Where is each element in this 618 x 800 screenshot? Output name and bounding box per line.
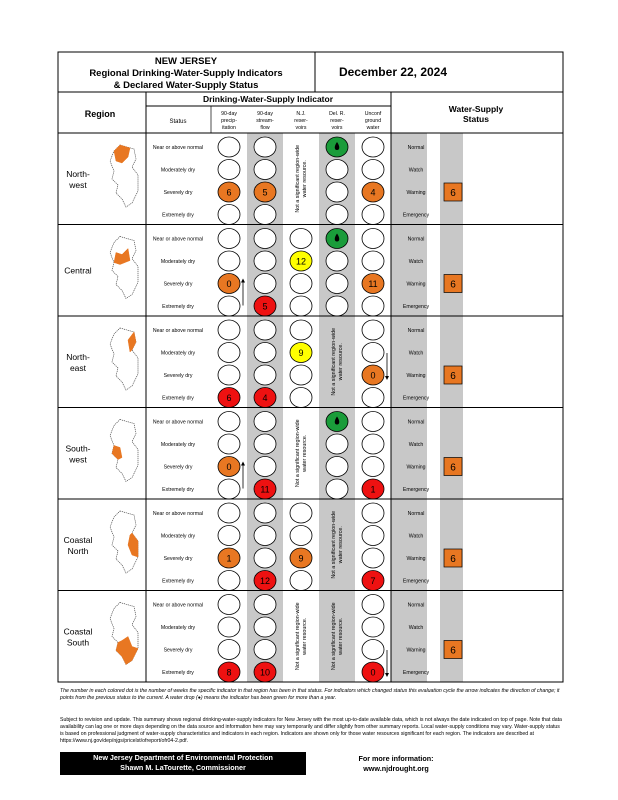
status-label: Near or above normal (152, 511, 204, 517)
indicator-weeks: 7 (370, 576, 376, 586)
region-block (58, 408, 563, 500)
gray-column-band (319, 499, 355, 591)
indicator-dot-empty (290, 503, 312, 523)
indicator-column-label: ground (364, 118, 382, 124)
indicator-column-label: stream- (256, 118, 274, 124)
indicator-weeks: 8 (226, 667, 232, 678)
indicator-dot-empty (254, 137, 276, 157)
indicator-dot-empty (362, 229, 384, 249)
indicator-dot-empty (362, 137, 384, 157)
ws-gray-band (440, 225, 463, 317)
ws-level-label: Normal (407, 145, 425, 151)
indicator-dot-empty (362, 526, 384, 546)
indicator-group-label: Drinking-Water-Supply Indicator (202, 94, 334, 104)
ws-status-weeks: 6 (450, 554, 456, 565)
indicator-dot-empty (254, 320, 276, 340)
indicator-column-label: 90-day (257, 111, 273, 117)
ws-status-weeks: 6 (450, 279, 456, 291)
ws-level-label: Watch (408, 442, 424, 448)
status-label: Extremely dry (162, 395, 194, 402)
ws-gray-band (440, 591, 463, 683)
region-block (58, 225, 563, 317)
agency-name: New Jersey Department of Environmental Protection (93, 753, 273, 762)
indicator-dot-empty (290, 320, 312, 340)
indicator-dot-empty (290, 388, 312, 408)
ws-level-label: Warning (406, 190, 426, 196)
region-name: Coastal (63, 534, 93, 545)
region-name: east (69, 362, 87, 373)
ws-level-label: Warning (406, 556, 426, 562)
ws-level-label: Emergency (402, 578, 430, 585)
status-label: Extremely dry (162, 212, 194, 219)
ws-status-weeks: 6 (450, 462, 456, 474)
status-label: Extremely dry (162, 304, 194, 310)
agency-footer (60, 752, 306, 775)
indicator-dot-empty (254, 548, 276, 568)
indicator-dot-empty (254, 274, 276, 294)
not-significant-note: Not a significant region-wide (295, 602, 301, 671)
indicator-dot-empty (362, 320, 384, 340)
ws-level-label: Watch (408, 259, 424, 265)
indicator-column-label: itation (222, 125, 236, 131)
indicator-weeks: 1 (370, 484, 376, 495)
region-name: Coastal (63, 626, 93, 637)
indicator-weeks: 5 (262, 187, 268, 198)
region-name: South- (65, 443, 91, 454)
indicator-dot-empty (254, 343, 276, 363)
ws-level-label: Watch (408, 625, 424, 631)
indicator-dot-empty (254, 434, 276, 454)
indicator-dot-empty (326, 160, 348, 180)
indicator-dot-empty (326, 182, 348, 202)
region-block (58, 316, 563, 408)
ws-level-label: Watch (408, 167, 424, 174)
indicator-column-label: N.J. (296, 111, 306, 117)
not-significant-note: water resource. (338, 617, 344, 655)
indicator-dot-empty (362, 412, 384, 432)
ws-level-label: Emergency (402, 395, 430, 402)
status-label: Severely dry (163, 373, 193, 379)
indicator-dot-empty (290, 296, 312, 316)
not-significant-note: Not a significant region-wide (295, 144, 301, 213)
indicator-dot-empty (218, 229, 240, 249)
indicator-weeks: 11 (368, 279, 378, 289)
ws-level-label: Warning (406, 373, 426, 379)
arrow-down-icon (385, 673, 389, 677)
indicator-dot-empty (218, 296, 240, 316)
indicator-dot-empty (326, 296, 348, 316)
ws-level-label: Normal (407, 419, 425, 426)
commissioner-name: Shawn M. LaTourette, Commissioner (120, 763, 246, 772)
ws-level-label: Warning (406, 464, 426, 471)
indicator-dot-empty (218, 479, 240, 499)
ws-status-weeks: 6 (450, 188, 456, 199)
indicator-weeks: 12 (259, 576, 271, 586)
gray-column-band (319, 316, 355, 408)
indicator-weeks: 0 (226, 462, 232, 472)
indicator-dot-empty (362, 434, 384, 454)
not-significant-note: Not a significant region-wide (295, 419, 301, 488)
indicator-dot-empty (362, 251, 384, 271)
region-name: Central (64, 265, 92, 276)
indicator-dot-empty (254, 412, 276, 432)
indicator-dot-empty (254, 251, 276, 271)
status-label: Extremely dry (162, 670, 194, 676)
indicator-dot-empty (326, 274, 348, 294)
gray-column-band (319, 591, 355, 683)
ws-level-label: Emergency (402, 212, 430, 219)
region-name: North (67, 545, 89, 556)
status-label: Moderately dry (160, 625, 196, 631)
indicator-column-label: reser- (294, 118, 308, 124)
status-label: Moderately dry (160, 442, 196, 448)
indicator-dot-empty (218, 434, 240, 454)
indicator-dot-empty (218, 205, 240, 225)
status-label: Near or above normal (152, 145, 204, 151)
status-label: Near or above normal (152, 419, 204, 426)
ws-level-label: Watch (408, 350, 424, 357)
status-label: Severely dry (163, 281, 193, 288)
status-label: Near or above normal (152, 328, 204, 334)
title-line: Regional Drinking-Water-Supply Indicators (89, 68, 283, 79)
status-label: Extremely dry (162, 487, 194, 493)
more-info-label: For more information: (358, 754, 434, 763)
indicator-dot-empty (326, 479, 348, 499)
ws-gray-band (440, 133, 463, 225)
indicator-dot-empty (254, 595, 276, 615)
status-label: Moderately dry (160, 259, 196, 265)
indicator-dot-empty (218, 160, 240, 180)
indicator-dot-empty (254, 160, 276, 180)
not-significant-note: Not a significant region-wide (331, 602, 337, 671)
ws-gray-band (440, 499, 463, 591)
indicator-dot-empty (218, 412, 240, 432)
status-label: Moderately dry (160, 167, 196, 174)
nj-map-outline (110, 237, 138, 299)
indicator-weeks: 4 (262, 393, 268, 403)
indicator-dot-empty (362, 160, 384, 180)
indicator-weeks: 12 (295, 256, 307, 267)
indicator-dot-empty (218, 595, 240, 615)
status-label: Near or above normal (152, 236, 204, 243)
indicator-dot-empty (254, 205, 276, 225)
indicator-weeks: 11 (260, 484, 270, 495)
status-header: Status (169, 119, 187, 125)
indicator-dot-empty (326, 205, 348, 225)
indicator-dot-empty (362, 617, 384, 637)
ws-level-label: Normal (407, 328, 425, 334)
indicator-dot-empty (218, 571, 240, 591)
indicator-dot-empty (218, 503, 240, 523)
ws-level-label: Normal (407, 602, 425, 609)
indicator-weeks: 1 (226, 553, 232, 564)
website-link[interactable]: www.njdrought.org (363, 764, 429, 773)
region-name: west (69, 454, 87, 465)
indicator-dot-empty (218, 137, 240, 157)
region-name: South (66, 637, 90, 648)
title-line: NEW JERSEY (154, 56, 218, 67)
ws-level-label: Warning (406, 647, 426, 654)
ws-status-header: Water-Supply (448, 104, 504, 114)
indicator-column-label: Unconf (364, 111, 382, 117)
indicator-dot-empty (362, 343, 384, 363)
indicator-column-label: 90-day (221, 111, 237, 117)
indicator-weeks: 0 (370, 667, 376, 678)
indicator-dot-empty (218, 640, 240, 660)
indicator-dot-empty (326, 251, 348, 271)
ws-level-label: Warning (406, 281, 426, 288)
indicator-dot-empty (290, 229, 312, 249)
not-significant-note: water resource. (338, 526, 344, 564)
indicator-dot-empty (290, 274, 312, 294)
region-header: Region (84, 109, 116, 119)
ws-level-label: Watch (408, 533, 424, 540)
indicator-dot-empty (326, 434, 348, 454)
ws-level-label: Normal (407, 511, 425, 517)
indicator-dot-empty (362, 296, 384, 316)
indicator-weeks: 9 (298, 553, 304, 564)
indicator-weeks: 0 (226, 279, 232, 289)
indicator-dot-empty (362, 640, 384, 660)
ws-level-label: Emergency (402, 487, 430, 493)
indicator-dot-empty (254, 503, 276, 523)
indicator-dot-empty (290, 365, 312, 385)
indicator-weeks: 5 (262, 301, 268, 312)
ws-gray-band (440, 316, 463, 408)
status-label: Severely dry (163, 190, 193, 196)
indicator-dot-empty (362, 548, 384, 568)
disclaimer-note: Subject to revision and update. This summary shows regional drinking-water-supply indicators for New Jersey with the most up-to-date available data, which is not always the date indicated on top of page. Note that data availability can lag one or more days depending on the data source and information here may vary temporarily and differ slightly from other summary reports. Local water-supply conditions may vary. Water-supply status is based on professional judgment of water-supply characteristics and indicators in each region. Indicators are shown only for those water resources significant for each region. The indicators are described at https://www.nj.gov/dep/njgs/pricelst/ofreport/ofr04-2.pdf. (60, 717, 562, 744)
status-label: Severely dry (163, 647, 193, 654)
indicator-column-label: voirs (295, 125, 307, 131)
indicator-dot-empty (218, 526, 240, 546)
title-line: & Declared Water-Supply Status (113, 80, 259, 91)
indicator-dot-empty (362, 388, 384, 408)
indicator-dot-empty (254, 229, 276, 249)
indicator-dot-empty (362, 457, 384, 477)
indicator-dot-empty (218, 251, 240, 271)
not-significant-note: Not a significant region-wide (331, 510, 337, 579)
not-significant-note: Not a significant region-wide (331, 327, 337, 396)
status-label: Severely dry (163, 464, 193, 471)
indicator-dot-empty (362, 595, 384, 615)
not-significant-note: water resource. (302, 617, 308, 655)
not-significant-note: water resource. (302, 434, 308, 472)
indicator-dot-empty (254, 457, 276, 477)
indicator-column-label: reser- (330, 118, 344, 124)
indicator-dot-empty (362, 205, 384, 225)
report-date: December 22, 2024 (338, 65, 448, 79)
arrow-up-icon (241, 279, 245, 283)
indicator-dot-empty (218, 320, 240, 340)
indicator-dot-empty (218, 365, 240, 385)
region-name: west (69, 179, 87, 190)
indicator-dot-empty (290, 571, 312, 591)
indicator-dot-empty (290, 526, 312, 546)
ws-gray-band (440, 408, 463, 500)
arrow-down-icon (385, 376, 389, 380)
more-info (336, 754, 456, 774)
indicator-dot-empty (218, 617, 240, 637)
indicator-dot-empty (254, 617, 276, 637)
indicator-dot-empty (326, 457, 348, 477)
indicator-weeks: 0 (370, 370, 376, 381)
status-label: Near or above normal (152, 602, 204, 609)
not-significant-note: water resource. (302, 160, 308, 198)
indicator-column-label: voirs (331, 125, 343, 131)
legend-note: The number in each colored dot is the number of weeks the specific indicator in that region has been in that status. For indicators which changed status this evaluation cycle the arrow indicates the direction of change; it points from the previous status to the current. A water drop (●) means the indicator has been green for more than a year. (60, 688, 560, 701)
region-block (58, 591, 563, 683)
indicator-weeks: 10 (259, 667, 271, 678)
indicator-dot-empty (218, 343, 240, 363)
indicator-column-label: Del. R. (329, 111, 345, 117)
ws-level-label: Emergency (402, 304, 430, 310)
ws-level-label: Normal (407, 236, 425, 243)
not-significant-note: water resource. (338, 343, 344, 381)
status-label: Moderately dry (160, 350, 196, 357)
indicator-dot-empty (254, 526, 276, 546)
indicator-column-label: water (366, 125, 380, 131)
indicator-column-label: flow (260, 125, 270, 131)
ws-status-weeks: 6 (450, 371, 456, 382)
indicator-column-label: precip- (221, 118, 237, 124)
region-name: North- (66, 351, 90, 362)
region-block (58, 499, 563, 591)
indicator-dot-empty (254, 365, 276, 385)
indicator-weeks: 4 (370, 187, 376, 198)
ws-status-weeks: 6 (450, 645, 456, 657)
region-name: North- (66, 168, 90, 179)
arrow-up-icon (241, 462, 245, 466)
region-block (58, 133, 563, 225)
status-label: Severely dry (163, 556, 193, 562)
ws-level-label: Emergency (402, 670, 430, 676)
status-label: Moderately dry (160, 533, 196, 540)
ws-status-header: Status (463, 114, 489, 124)
indicator-dot-empty (254, 640, 276, 660)
status-label: Extremely dry (162, 578, 194, 585)
indicator-dot-empty (362, 503, 384, 523)
indicator-weeks: 6 (226, 393, 232, 403)
indicator-weeks: 9 (298, 348, 304, 358)
indicator-weeks: 6 (226, 187, 232, 198)
